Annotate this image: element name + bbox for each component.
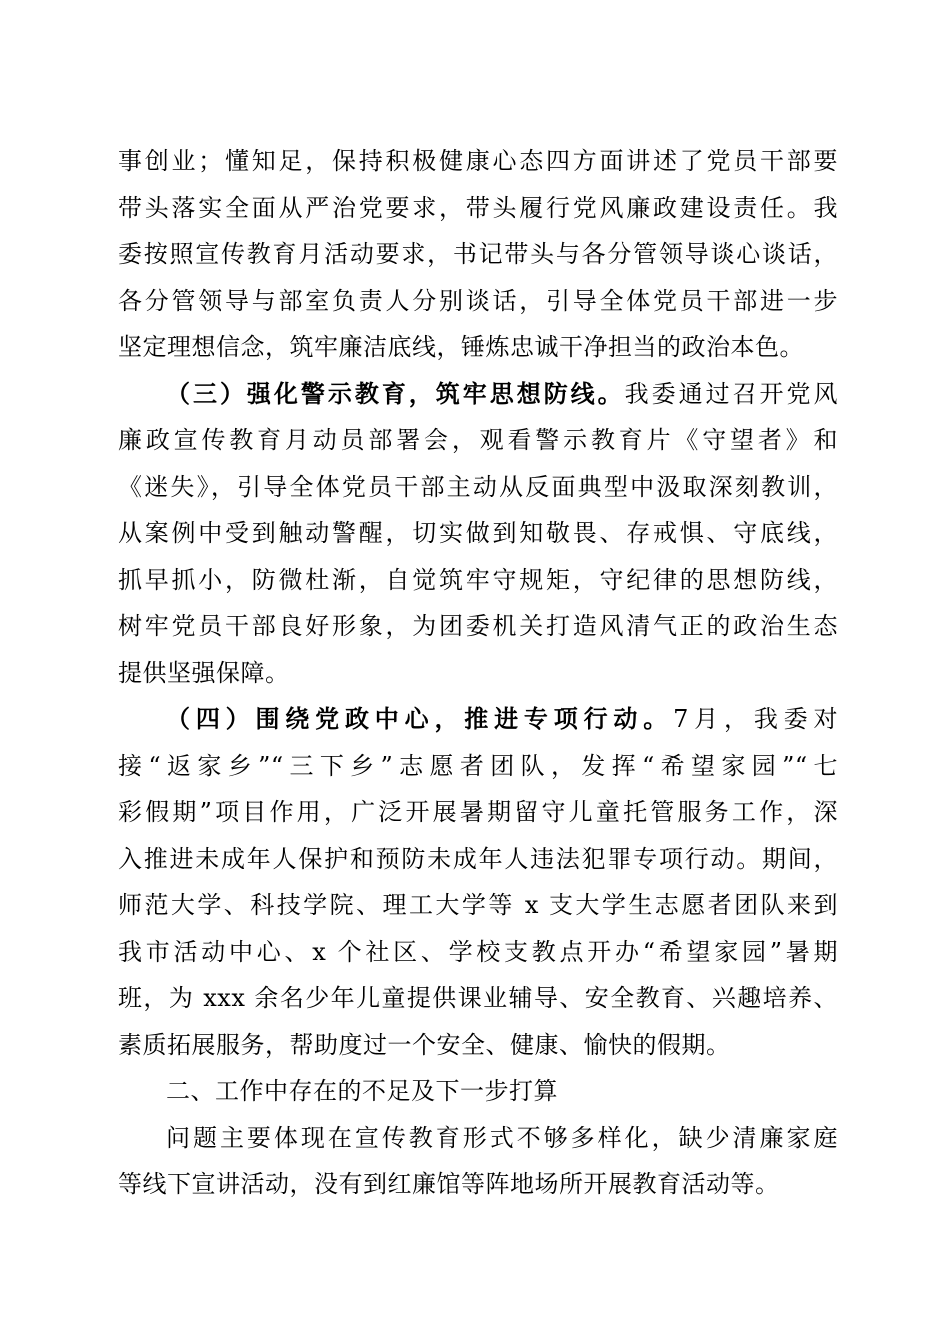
text-line: 带头落实全面从严治党要求，带头履行党风廉政建设责任。我 [118, 193, 838, 222]
text-line: 各分管领导与部室负责人分别谈话，引导全体党员干部进一步 [118, 286, 838, 315]
text-line: 抓早抓小，防微杜渐，自觉筑牢守规矩，守纪律的思想防线， [118, 565, 838, 594]
text-line [118, 371, 838, 418]
paragraph-shortcomings [118, 1115, 838, 1208]
text-line: 《迷失》，引导全体党员干部主动从反面典型中汲取深刻教训， [118, 472, 838, 501]
paragraph-text: 7月，我委对 [673, 705, 838, 733]
paragraph-heading: （三）强化警示教育，筑牢思想防线。 [166, 378, 625, 408]
text-line: 等线下宣讲活动，没有到红廉馆等阵地场所开展教育活动等。 [118, 1170, 780, 1198]
text-line: 事创业；懂知足，保持积极健康心态四方面讲述了党员干部要 [118, 147, 838, 175]
text-line: 委按照宣传教育月活动要求，书记带头与各分管领导谈心谈话， [118, 240, 838, 268]
paragraph-continuation [118, 138, 838, 371]
text-line: 接“返家乡”“三下乡”志愿者团队，发挥“希望家园”“七 [118, 751, 838, 780]
paragraph-warning-education [118, 371, 838, 697]
text-line [118, 696, 838, 743]
document-page [118, 138, 838, 1208]
text-line: 坚定理想信念，筑牢廉洁底线，锤炼忠诚干净担当的政治本色。 [118, 333, 804, 361]
paragraph-heading: （四）围绕党政中心，推进专项行动。 [166, 704, 674, 733]
text-line: 廉政宣传教育月动员部署会，观看警示教育片《守望者》和 [118, 426, 838, 454]
text-line: 班，为 xxx 余名少年儿童提供课业辅导、安全教育、兴趣培养、 [118, 984, 838, 1012]
text-line: 入推进未成年人保护和预防未成年人违法犯罪专项行动。期间， [118, 844, 838, 873]
text-line: 彩假期”项目作用，广泛开展暑期留守儿童托管服务工作，深 [118, 798, 838, 826]
text-line: 提供坚强保障。 [118, 658, 290, 687]
paragraph-text: 我委通过召开党风 [624, 379, 839, 408]
text-line: 树牢党员干部良好形象，为团委机关打造风清气正的政治生态 [118, 612, 838, 640]
text-line: 我市活动中心、x 个社区、学校支教点开办“希望家园”暑期 [118, 937, 838, 966]
text-line: 问题主要体现在宣传教育形式不够多样化，缺少清廉家庭 [166, 1123, 838, 1152]
text-line: 素质拓展服务，帮助度过一个安全、健康、愉快的假期。 [118, 1030, 731, 1059]
text-line: 师范大学、科技学院、理工大学等 x 支大学生志愿者团队来到 [118, 891, 838, 919]
paragraph-special-action [118, 696, 838, 1068]
text-line: 从案例中受到触动警醒，切实做到知敬畏、存戒惧、守底线， [118, 519, 838, 547]
section-heading: 二、工作中存在的不足及下一步打算 [166, 1077, 558, 1105]
